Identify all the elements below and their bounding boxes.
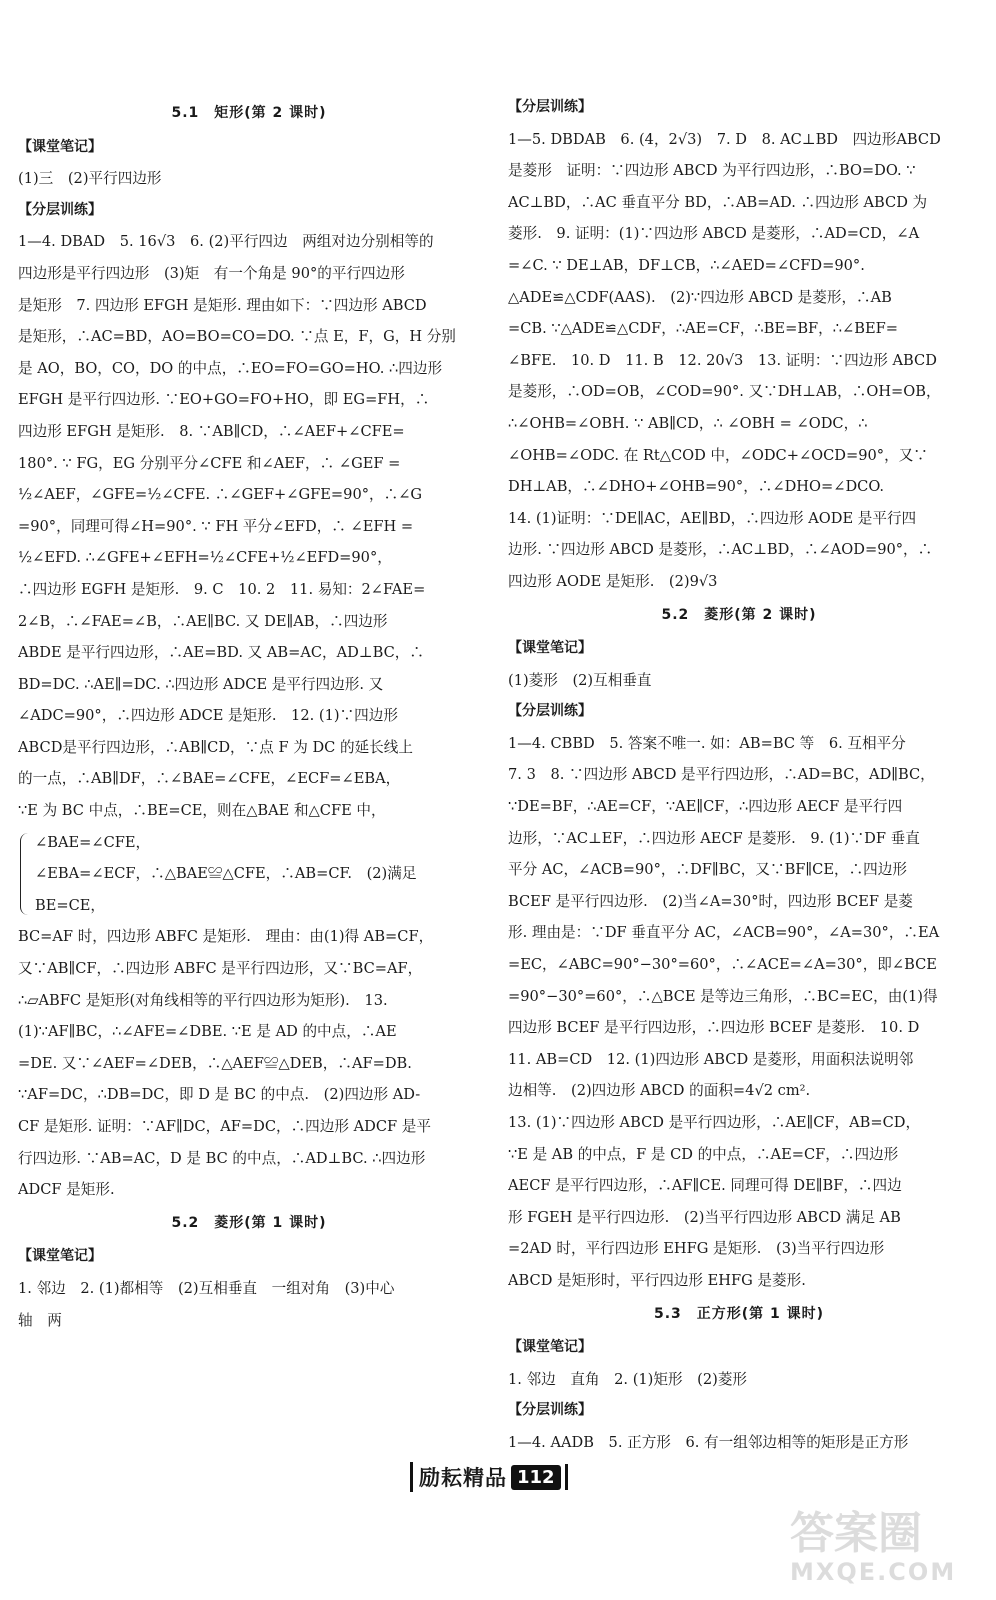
section-title-5-1: 5.1 矩形(第 2 课时) [171, 105, 327, 121]
answer-line: ∵E 是 AB 的中点，F 是 CD 的中点，∴AE=CF，∴四边形 [508, 1145, 899, 1163]
answer-line: 180°. ∵ FG，EG 分别平分∠CFE 和∠AEF，∴ ∠GEF = [18, 454, 401, 472]
section-title-5-2-2: 5.2 菱形(第 2 课时) [661, 606, 817, 623]
footer-divider [565, 1464, 568, 1490]
answer-line: 是矩形，∴AC=BD，AO=BO=CO=DO. ∵点 E，F，G，H 分别 [18, 328, 456, 346]
notes-heading: 【课堂笔记】 [18, 138, 102, 155]
answer-line: 是矩形 7. 四边形 EFGH 是矩形. 理由如下：∵四边形 ABCD [18, 296, 427, 314]
answer-line: 四边形是平行四边形 (3)矩 有一个角是 90°的平行四边形 [18, 264, 405, 282]
answer-line: ½∠EFD. ∴∠GFE+∠EFH=½∠CFE+½∠EFD=90°， [18, 549, 392, 567]
answer-line: =∠C. ∵ DE⊥AB，DF⊥CB，∴∠AED=∠CFD=90°. [508, 256, 865, 274]
answer-line: ∴▱ABFC 是矩形(对角线相等的平行四边形为矩形). 13. [18, 991, 388, 1009]
answer-line: 是 AO，BO，CO，DO 的中点，∴EO=FO=GO=HO. ∴四边形 [18, 359, 443, 377]
watermark-logo: 答案圈 [790, 1508, 922, 1559]
answer-line: 四边形 EFGH 是矩形. 8. ∵AB∥CD，∴∠AEF+∠CFE= [18, 422, 405, 440]
answer-line: =EC，∠ABC=90°−30°=60°，∴∠ACE=∠A=30°，即∠BCE [508, 956, 937, 974]
answer-line: 形 FGEH 是平行四边形. (2)当平行四边形 ABCD 满足 AB [508, 1208, 901, 1226]
notes-heading: 【课堂笔记】 [508, 1339, 592, 1356]
answer-line: =2AD 时，平行四边形 EHFG 是矩形. (3)当平行四边形 [508, 1240, 885, 1258]
answer-block-5-1 [18, 226, 480, 826]
notes-heading: 【课堂笔记】 [508, 640, 592, 657]
answer-line: 1—4. DBAD 5. 16√3 6. (2)平行四边 两组对边分别相等的 [18, 233, 434, 251]
answer-line: 边形，∵AC⊥EF，∴四边形 AECF 是菱形. 9. (1)∵DF 垂直 [508, 829, 920, 847]
answer-line: ADCF 是矩形. [18, 1181, 115, 1199]
answer-line: △ADE≌△CDF(AAS). (2)∵四边形 ABCD 是菱形，∴AB [508, 288, 892, 306]
answer-line: ABDE 是平行四边形，∴AE=BD. 又 AB=AC，AD⊥BC，∴ [18, 644, 424, 662]
answer-line: ∴∠OHB=∠OBH. ∵ AB∥CD，∴ ∠OBH = ∠ODC，∴ [508, 414, 868, 432]
answer-line: =CB. ∵△ADE≌△CDF，∴AE=CF，∴BE=BF，∴∠BEF= [508, 320, 899, 338]
brand-logo: 励耘精品 [410, 1462, 507, 1492]
brace-system [18, 827, 480, 922]
answer-line: ∵AF=DC，∴DB=DC，即 D 是 BC 的中点. (2)四边形 AD- [18, 1086, 421, 1104]
answer-line: 2∠B，∴∠FAE=∠B，∴AE∥BC. 又 DE∥AB，∴四边形 [18, 612, 388, 630]
answer-line: 四边形 AODE 是矩形. (2)9√3 [508, 572, 718, 590]
answer-line: ½∠AEF，∠GFE=½∠CFE. ∴∠GEF+∠GFE=90°，∴∠G [18, 486, 423, 504]
answer-line: ∵E 为 BC 中点，∴BE=CE，则在△BAE 和△CFE 中， [18, 802, 386, 820]
answer-block-5-3 [508, 1427, 970, 1459]
answer-line: BCEF 是平行四边形. (2)当∠A=30°时，四边形 BCEF 是菱 [508, 892, 913, 910]
answer-line: 又∵AB∥CF，∴四边形 ABFC 是平行四边形，又∵BC=AF， [18, 960, 423, 978]
answer-line: =DE. 又∵∠AEF=∠DEB，∴△AEF≌△DEB，∴AF=DB. [18, 1054, 412, 1072]
answer-line: AECF 是平行四边形，∴AF∥CE. 同理可得 DE∥BF，∴四边 [508, 1177, 902, 1195]
notes-answer: (1)三 (2)平行四边形 [18, 170, 162, 188]
answer-line: 1. 邻边 2. (1)都相等 (2)互相垂直 一组对角 (3)中心 [18, 1279, 395, 1297]
page-footer [410, 1462, 568, 1492]
left-column [18, 96, 480, 1336]
brace-line: BE=CE， [35, 896, 106, 914]
answer-block-5-2-1-train [508, 124, 970, 598]
answer-line: EFGH 是平行四边形. ∵EO+GO=FO+HO，即 EG=FH，∴ [18, 391, 430, 409]
answer-line: ABCD是平行四边形，∴AB∥CD，∵点 F 为 DC 的延长线上 [18, 738, 413, 756]
answer-line: 边形. ∵四边形 ABCD 是菱形，∴AC⊥BD，∴∠AOD=90°，∴ [508, 541, 933, 559]
answer-line: ∠ADC=90°，∴四边形 ADCE 是矩形. 12. (1)∵四边形 [18, 707, 398, 725]
page-number: 112 [511, 1465, 561, 1490]
watermark-url: MXQE.COM [790, 1558, 957, 1586]
answer-line: 的一点，∴AB∥DF，∴∠BAE=∠CFE，∠ECF=∠EBA， [18, 770, 401, 788]
brace-line: ∠BAE=∠CFE， [35, 833, 151, 851]
answer-line: (1)∵AF∥BC，∴∠AFE=∠DBE. ∵E 是 AD 的中点，∴AE [18, 1023, 397, 1041]
right-column [508, 92, 970, 1459]
answer-line: BC=AF 时，四边形 ABFC 是矩形. 理由：由(1)得 AB=CF， [18, 928, 434, 946]
brace-line: ∠EBA=∠ECF，∴△BAE≌△CFE，∴AB=CF. (2)满足 [35, 865, 417, 883]
answer-line: ∠OHB=∠ODC. 在 Rt△COD 中，∠ODC+∠OCD=90°，又∵ [508, 446, 928, 464]
answer-line: 是菱形 证明：∵四边形 ABCD 为平行四边形，∴BO=DO. ∵ [508, 162, 916, 180]
answer-line: DH⊥AB，∴∠DHO+∠OHB=90°，∴∠DHO=∠DCO. [508, 478, 885, 496]
answer-line: ABCD 是矩形时，平行四边形 EHFG 是菱形. [508, 1271, 806, 1289]
answer-line: ∴四边形 EGFH 是矩形. 9. C 10. 2 11. 易知：2∠FAE= [18, 580, 426, 598]
training-heading: 【分层训练】 [18, 201, 102, 218]
answer-line: AC⊥BD，∴AC 垂直平分 BD，∴AB=AD. ∴四边形 ABCD 为 [508, 193, 928, 211]
answer-line: 7. 3 8. ∵四边形 ABCD 是平行四边形，∴AD=BC，AD∥BC， [508, 766, 935, 784]
section-title-5-2-1: 5.2 菱形(第 1 课时) [171, 1214, 327, 1231]
answer-line: 是菱形，∴OD=OB，∠COD=90°. 又∵DH⊥AB，∴OH=OB， [508, 383, 941, 401]
answer-line: ∵DE=BF，∴AE=CF，∵AE∥CF，∴四边形 AECF 是平行四 [508, 798, 903, 816]
answer-line: BD=DC. ∴AE∥=DC. ∴四边形 ADCE 是平行四边形. 又 [18, 675, 384, 693]
notes-heading: 【课堂笔记】 [18, 1248, 102, 1265]
answer-line: 菱形. 9. 证明：(1)∵四边形 ABCD 是菱形，∴AD=CD，∠A [508, 225, 920, 243]
answer-line: 形. 理由是：∵DF 垂直平分 AC，∠ACB=90°，∠A=30°，∴EA [508, 924, 940, 942]
answer-line: 1—5. DBDAB 6. (4，2√3) 7. D 8. AC⊥BD 四边形ABCD [508, 130, 941, 148]
answer-line: =90°−30°=60°，∴△BCE 是等边三角形，∴BC=EC，由(1)得 [508, 987, 938, 1005]
answer-line: 14. (1)证明：∵DE∥AC，AE∥BD，∴四边形 AODE 是平行四 [508, 509, 917, 527]
brace-icon [20, 833, 31, 916]
answer-block-5-2-1 [18, 1273, 480, 1336]
training-heading: 【分层训练】 [508, 703, 592, 720]
answer-line: 1—4. AADB 5. 正方形 6. 有一组邻边相等的矩形是正方形 [508, 1433, 909, 1451]
answer-line: 轴 两 [18, 1311, 62, 1329]
answer-line: 平分 AC，∠ACB=90°，∴DF∥BC，又∵BF∥CE，∴四边形 [508, 861, 907, 879]
answer-line: 边相等. (2)四边形 ABCD 的面积=4√2 cm². [508, 1082, 811, 1100]
answer-line: 行四边形. ∵AB=AC，D 是 BC 的中点，∴AD⊥BC. ∴四边形 [18, 1149, 426, 1167]
answer-line: CF 是矩形. 证明：∵AF∥DC，AF=DC，∴四边形 ADCF 是平 [18, 1118, 431, 1135]
answer-line: ∠BFE. 10. D 11. B 12. 20√3 13. 证明：∵四边形 ABCD [508, 351, 937, 369]
answer-block-5-1-cont [18, 921, 480, 1205]
notes-answer: 1. 邻边 直角 2. (1)矩形 (2)菱形 [508, 1370, 748, 1388]
answer-line: 1—4. CBBD 5. 答案不唯一. 如：AB=BC 等 6. 互相平分 [508, 734, 906, 752]
watermark [790, 1510, 980, 1590]
training-heading: 【分层训练】 [508, 99, 592, 115]
answer-line: =90°，同理可得∠H=90°. ∵ FH 平分∠EFD，∴ ∠EFH = [18, 517, 414, 535]
answer-line: 11. AB=CD 12. (1)四边形 ABCD 是菱形，用面积法说明邻 [508, 1050, 914, 1068]
notes-answer: (1)菱形 (2)互相垂直 [508, 671, 652, 689]
section-title-5-3: 5.3 正方形(第 1 课时) [653, 1305, 825, 1322]
answer-block-5-2-2 [508, 728, 970, 1297]
training-heading: 【分层训练】 [508, 1402, 592, 1419]
answer-line: 13. (1)∵四边形 ABCD 是平行四边形，∴AE∥CF，AB=CD， [508, 1114, 921, 1131]
answer-line: 四边形 BCEF 是平行四边形，∴四边形 BCEF 是菱形. 10. D [508, 1019, 920, 1037]
